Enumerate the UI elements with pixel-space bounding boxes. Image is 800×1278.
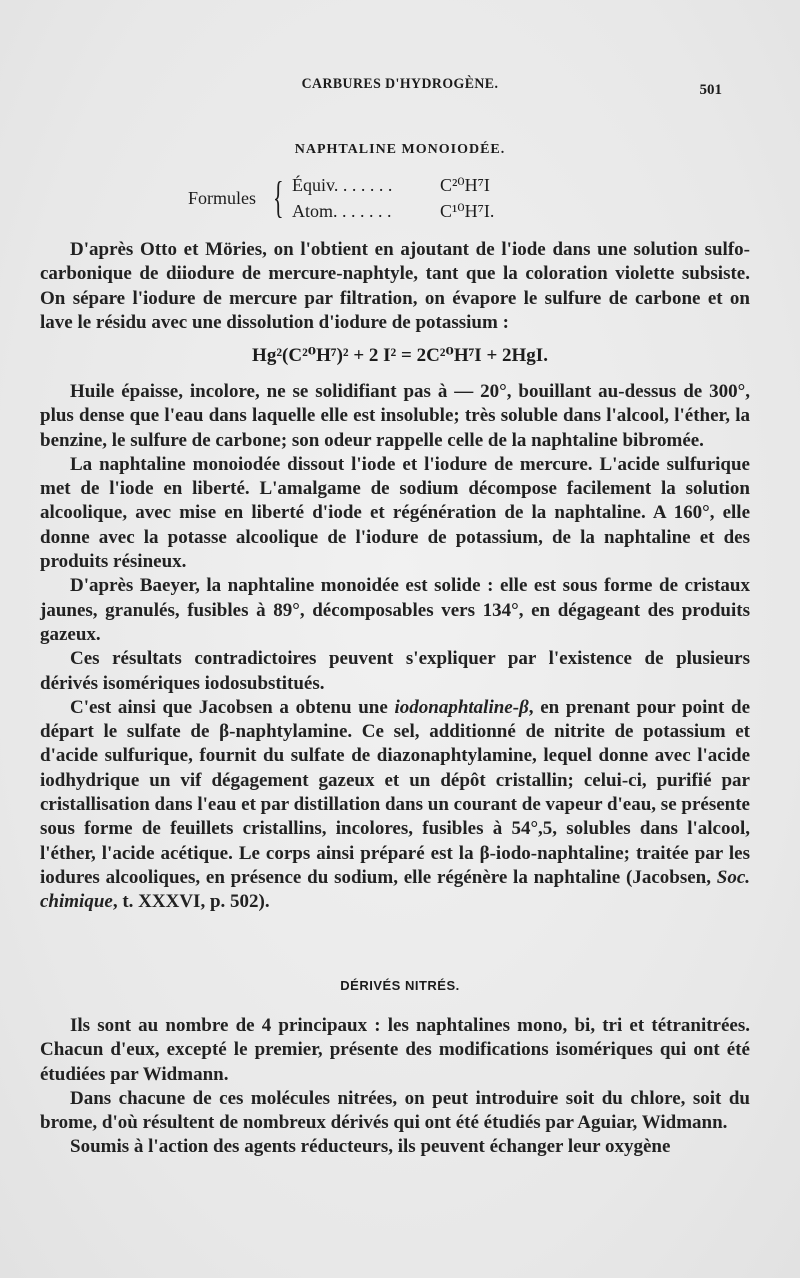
italic-term: iodonaphtaline-β <box>394 696 529 718</box>
formula-value: C¹⁰H⁷I. <box>440 201 495 221</box>
formula-name: Équiv. . . . . . . <box>292 175 393 195</box>
formula-label: Formules <box>188 188 257 208</box>
paragraph: Soumis à l'action des agents réducteurs, ils peuvent échanger leur oxygène <box>70 1136 671 1158</box>
section-title: NAPHTALINE MONOIODÉE. <box>294 142 506 157</box>
paragraph: Dans chacune de ces molécules nitrées, on peut introduire soit du chlore, soit du brome, d'où résultent de nombreux dérivés qui ont été étudiés par Aguiar, Widmann. <box>40 1087 750 1134</box>
formula-value: C²⁰H⁷I <box>440 175 490 195</box>
paragraph <box>40 696 750 915</box>
text-run: , en prenant pour point de départ le sulfate de β-naphtylamine. Ce sel, additionné de nitrite de potassium et d'acide sulfurique, fournit du sulfate de diazonaphtylamine, lequel donne avec l'acide iodhydrique un vif dégagement gazeux et un dépôt cristallin; celui-ci, purifié par cristallisation dans l'eau et par distillation dans un courant de vapeur d'eau, se présente sous forme de feuillets cristallins, incolores, fusibles à 54°,5, solubles dans l'alcool, l'éther, l'acide acétique. Le corps ainsi préparé est la β-iodo-naphtaline; traitée par les iodures alcooliques, en présence du sodium, elle régénère la naphtaline (Jacobsen, <box>40 696 750 888</box>
paragraph: Ils sont au nombre de 4 principaux : les naphtalines mono, bi, tri et tétranitrées. Chacun d'eux, excepté le premier, présente des modifications isomériques qui ont été étudiées par Widmann. <box>40 1015 750 1085</box>
paragraph-block-1 <box>40 238 750 335</box>
paragraph-block-3 <box>40 1014 750 1160</box>
paragraph: D'après Otto et Möries, on l'obtient en ajoutant de l'iode dans une solution sulfo-carbonique de diiodure de mercure-naphtyle, tant que la coloration violette subsiste. On sépare l'iodure de mercure par filtration, on évapore le sulfure de carbone et on lave le résidu avec une dissolution d'iodure de potassium : <box>40 239 750 333</box>
paragraph: Ces résultats contradictoires peuvent s'expliquer par l'existence de plusieurs dérivés isomériques iodosubstitués. <box>40 648 750 694</box>
text-run: , t. XXXVI, p. 502). <box>112 891 270 913</box>
paragraph: Huile épaisse, incolore, ne se solidifiant pas à — 20°, bouillant au-dessus de 300°, plus dense que l'eau dans laquelle elle est insoluble; très soluble dans l'alcool, l'éther, la benzine, le sulfure de carbone; son odeur rappelle celle de la naphtaline bibromée. <box>40 381 750 451</box>
running-title: CARBURES D'HYDROGÈNE. <box>301 76 499 92</box>
page-number: 501 <box>699 82 722 98</box>
text-run: C'est ainsi que Jacobsen a obtenu une <box>70 696 395 718</box>
formula-block <box>170 172 650 230</box>
formula-name: Atom. . . . . . . <box>292 201 392 221</box>
reaction-equation: Hg²(C²⁰H⁷)² + 2 I² = 2C²⁰H⁷I + 2HgI. <box>252 345 548 366</box>
paragraph: D'après Baeyer, la naphtaline monoidée est solide : elle est sous forme de cristaux jaunes, granulés, fusibles à 89°, décomposables vers 134°, en dégageant des produits gazeux. <box>40 575 750 645</box>
running-head <box>0 76 800 100</box>
paragraph: La naphtaline monoiodée dissout l'iode et l'iodure de mercure. L'acide sulfurique met de l'iode en liberté. L'amalgame de sodium décompose facilement la solution alcoolique, avec mise en liberté d'iode et régénération de la naphtaline. A 160°, elle donne avec la potasse alcoolique de l'iodure de potassium, de la naphtaline et des produits résineux. <box>40 453 750 573</box>
subsection-heading: DÉRIVÉS NITRÉS. <box>340 978 460 993</box>
italic-citation: Soc. chimique <box>40 866 750 913</box>
paragraph-block-2 <box>40 380 750 915</box>
brace-glyph: { <box>273 173 284 222</box>
